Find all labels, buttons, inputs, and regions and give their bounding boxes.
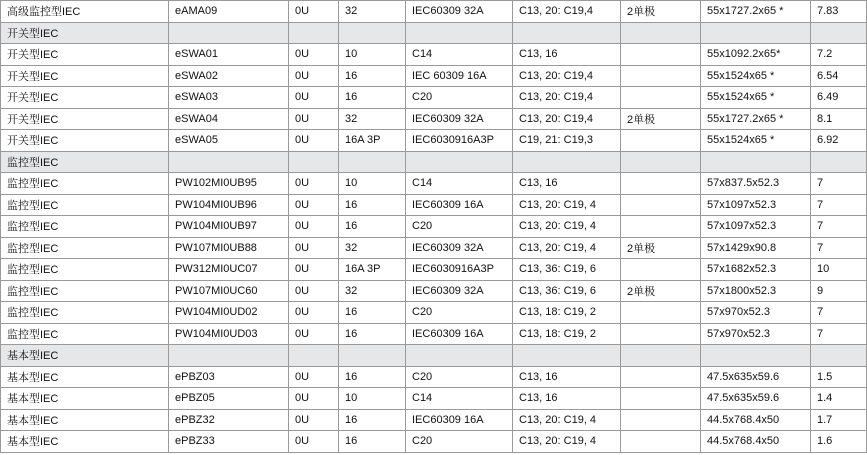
dimensions-cell (701, 22, 811, 44)
outlets-cell: C13, 20: C19,4 (513, 108, 621, 130)
outlets-cell: C13, 16 (513, 44, 621, 66)
outlets-cell: C13, 36: C19, 6 (513, 259, 621, 281)
section-title: 基本型IEC (1, 345, 169, 367)
model-cell: PW104MI0UB97 (169, 216, 289, 238)
model-cell: eSWA04 (169, 108, 289, 130)
current-cell: 10 (339, 388, 406, 410)
input-plug-cell: C20 (406, 216, 513, 238)
section-header-row (1, 151, 867, 173)
model-cell: eAMA09 (169, 1, 289, 23)
outlets-cell: C13, 20: C19, 4 (513, 194, 621, 216)
breaker-cell (621, 65, 701, 87)
weight-cell: 1.5 (811, 366, 867, 388)
input-plug-cell: C14 (406, 173, 513, 195)
category-cell: 监控型IEC (1, 259, 169, 281)
model-cell: PW104MI0UD02 (169, 302, 289, 324)
rack-unit-cell: 0U (289, 44, 339, 66)
current-cell: 16 (339, 409, 406, 431)
rack-unit-cell: 0U (289, 409, 339, 431)
input-plug-cell (406, 345, 513, 367)
outlets-cell (513, 151, 621, 173)
category-cell: 监控型IEC (1, 323, 169, 345)
rack-unit-cell: 0U (289, 108, 339, 130)
model-cell: ePBZ05 (169, 388, 289, 410)
current-cell: 16 (339, 431, 406, 453)
outlets-cell: C13, 20: C19,4 (513, 65, 621, 87)
input-plug-cell: IEC60309 32A (406, 237, 513, 259)
current-cell: 32 (339, 1, 406, 23)
breaker-cell (621, 194, 701, 216)
breaker-cell (621, 388, 701, 410)
rack-unit-cell (289, 345, 339, 367)
dimensions-cell: 44.5x768.4x50 (701, 409, 811, 431)
weight-cell: 6.54 (811, 65, 867, 87)
category-cell: 基本型IEC (1, 409, 169, 431)
rack-unit-cell: 0U (289, 194, 339, 216)
rack-unit-cell: 0U (289, 130, 339, 152)
current-cell: 16 (339, 302, 406, 324)
weight-cell (811, 151, 867, 173)
current-cell (339, 22, 406, 44)
table-row (1, 302, 867, 324)
outlets-cell: C13, 20: C19, 4 (513, 237, 621, 259)
input-plug-cell: IEC60309 32A (406, 1, 513, 23)
category-cell: 开关型IEC (1, 108, 169, 130)
outlets-cell: C13, 18: C19, 2 (513, 302, 621, 324)
weight-cell: 7.83 (811, 1, 867, 23)
dimensions-cell: 55x1524x65 * (701, 65, 811, 87)
category-cell: 监控型IEC (1, 280, 169, 302)
dimensions-cell: 55x1727.2x65 * (701, 108, 811, 130)
model-cell: eSWA03 (169, 87, 289, 109)
current-cell (339, 151, 406, 173)
weight-cell: 1.6 (811, 431, 867, 453)
model-cell: PW312MI0UC07 (169, 259, 289, 281)
table-row (1, 323, 867, 345)
dimensions-cell: 57x970x52.3 (701, 323, 811, 345)
input-plug-cell (406, 22, 513, 44)
breaker-cell (621, 130, 701, 152)
weight-cell: 7 (811, 216, 867, 238)
dimensions-cell: 55x1524x65 * (701, 130, 811, 152)
outlets-cell: C13, 20: C19, 4 (513, 409, 621, 431)
dimensions-cell: 57x837.5x52.3 (701, 173, 811, 195)
current-cell: 10 (339, 44, 406, 66)
outlets-cell: C13, 20: C19,4 (513, 1, 621, 23)
dimensions-cell: 55x1524x65 * (701, 87, 811, 109)
rack-unit-cell: 0U (289, 216, 339, 238)
input-plug-cell: IEC6030916A3P (406, 130, 513, 152)
rack-unit-cell: 0U (289, 237, 339, 259)
current-cell: 16 (339, 216, 406, 238)
dimensions-cell: 57x1800x52.3 (701, 280, 811, 302)
weight-cell: 7 (811, 237, 867, 259)
weight-cell: 10 (811, 259, 867, 281)
input-plug-cell: IEC 60309 16A (406, 65, 513, 87)
dimensions-cell: 57x1097x52.3 (701, 216, 811, 238)
category-cell: 监控型IEC (1, 302, 169, 324)
outlets-cell: C13, 16 (513, 388, 621, 410)
category-cell: 高级监控型IEC (1, 1, 169, 23)
category-cell: 开关型IEC (1, 65, 169, 87)
input-plug-cell: IEC6030916A3P (406, 259, 513, 281)
rack-unit-cell: 0U (289, 431, 339, 453)
input-plug-cell: IEC60309 16A (406, 409, 513, 431)
table-row (1, 87, 867, 109)
input-plug-cell: IEC60309 32A (406, 280, 513, 302)
breaker-cell (621, 366, 701, 388)
outlets-cell: C13, 16 (513, 366, 621, 388)
weight-cell: 1.4 (811, 388, 867, 410)
current-cell (339, 345, 406, 367)
model-cell: eSWA05 (169, 130, 289, 152)
rack-unit-cell (289, 22, 339, 44)
category-cell: 监控型IEC (1, 237, 169, 259)
rack-unit-cell: 0U (289, 1, 339, 23)
dimensions-cell (701, 345, 811, 367)
breaker-cell: 2单极 (621, 237, 701, 259)
input-plug-cell: IEC60309 16A (406, 323, 513, 345)
current-cell: 16A 3P (339, 259, 406, 281)
table-row (1, 173, 867, 195)
dimensions-cell: 57x1429x90.8 (701, 237, 811, 259)
breaker-cell (621, 216, 701, 238)
rack-unit-cell: 0U (289, 366, 339, 388)
outlets-cell (513, 345, 621, 367)
table-row (1, 216, 867, 238)
input-plug-cell: C20 (406, 87, 513, 109)
category-cell: 监控型IEC (1, 216, 169, 238)
dimensions-cell: 57x1682x52.3 (701, 259, 811, 281)
category-cell: 开关型IEC (1, 130, 169, 152)
rack-unit-cell: 0U (289, 65, 339, 87)
category-cell: 开关型IEC (1, 87, 169, 109)
model-cell (169, 151, 289, 173)
current-cell: 10 (339, 173, 406, 195)
breaker-cell (621, 323, 701, 345)
weight-cell: 9 (811, 280, 867, 302)
breaker-cell (621, 44, 701, 66)
input-plug-cell: C14 (406, 388, 513, 410)
outlets-cell (513, 22, 621, 44)
model-cell: PW107MI0UB88 (169, 237, 289, 259)
model-cell: eSWA01 (169, 44, 289, 66)
dimensions-cell: 47.5x635x59.6 (701, 388, 811, 410)
weight-cell: 6.49 (811, 87, 867, 109)
table-row (1, 130, 867, 152)
section-title: 开关型IEC (1, 22, 169, 44)
input-plug-cell: C20 (406, 431, 513, 453)
weight-cell: 7 (811, 323, 867, 345)
rack-unit-cell (289, 151, 339, 173)
table-row (1, 366, 867, 388)
breaker-cell (621, 151, 701, 173)
section-header-row (1, 345, 867, 367)
table-row (1, 65, 867, 87)
section-title: 监控型IEC (1, 151, 169, 173)
outlets-cell: C13, 36: C19, 6 (513, 280, 621, 302)
dimensions-cell: 44.5x768.4x50 (701, 431, 811, 453)
table-row (1, 194, 867, 216)
weight-cell: 1.7 (811, 409, 867, 431)
breaker-cell (621, 22, 701, 44)
current-cell: 32 (339, 280, 406, 302)
table-row (1, 280, 867, 302)
rack-unit-cell: 0U (289, 280, 339, 302)
weight-cell: 7.2 (811, 44, 867, 66)
weight-cell: 6.92 (811, 130, 867, 152)
model-cell: PW104MI0UB96 (169, 194, 289, 216)
input-plug-cell: C14 (406, 44, 513, 66)
model-cell: PW104MI0UD03 (169, 323, 289, 345)
breaker-cell (621, 259, 701, 281)
breaker-cell: 2单极 (621, 280, 701, 302)
model-cell: ePBZ03 (169, 366, 289, 388)
input-plug-cell: IEC60309 32A (406, 108, 513, 130)
table-row (1, 1, 867, 23)
model-cell: ePBZ33 (169, 431, 289, 453)
outlets-cell: C19, 21: C19,3 (513, 130, 621, 152)
weight-cell: 7 (811, 173, 867, 195)
breaker-cell (621, 87, 701, 109)
dimensions-cell: 57x1097x52.3 (701, 194, 811, 216)
dimensions-cell: 55x1092.2x65* (701, 44, 811, 66)
model-cell: eSWA02 (169, 65, 289, 87)
current-cell: 32 (339, 237, 406, 259)
section-header-row (1, 22, 867, 44)
weight-cell (811, 345, 867, 367)
input-plug-cell (406, 151, 513, 173)
table-row (1, 431, 867, 453)
current-cell: 32 (339, 108, 406, 130)
model-cell (169, 345, 289, 367)
outlets-cell: C13, 20: C19, 4 (513, 216, 621, 238)
current-cell: 16 (339, 87, 406, 109)
dimensions-cell (701, 151, 811, 173)
rack-unit-cell: 0U (289, 259, 339, 281)
breaker-cell (621, 173, 701, 195)
model-cell: PW102MI0UB95 (169, 173, 289, 195)
table-row (1, 259, 867, 281)
table-row (1, 108, 867, 130)
table-row (1, 44, 867, 66)
input-plug-cell: C20 (406, 302, 513, 324)
weight-cell: 8.1 (811, 108, 867, 130)
breaker-cell (621, 409, 701, 431)
dimensions-cell: 57x970x52.3 (701, 302, 811, 324)
category-cell: 基本型IEC (1, 366, 169, 388)
model-cell: PW107MI0UC60 (169, 280, 289, 302)
current-cell: 16A 3P (339, 130, 406, 152)
breaker-cell (621, 302, 701, 324)
breaker-cell: 2单极 (621, 108, 701, 130)
rack-unit-cell: 0U (289, 302, 339, 324)
table-row (1, 409, 867, 431)
category-cell: 基本型IEC (1, 431, 169, 453)
current-cell: 16 (339, 65, 406, 87)
outlets-cell: C13, 18: C19, 2 (513, 323, 621, 345)
dimensions-cell: 47.5x635x59.6 (701, 366, 811, 388)
breaker-cell (621, 345, 701, 367)
model-cell: ePBZ32 (169, 409, 289, 431)
breaker-cell: 2单极 (621, 1, 701, 23)
table-row (1, 388, 867, 410)
breaker-cell (621, 431, 701, 453)
dimensions-cell: 55x1727.2x65 * (701, 1, 811, 23)
model-cell (169, 22, 289, 44)
category-cell: 监控型IEC (1, 173, 169, 195)
outlets-cell: C13, 20: C19, 4 (513, 431, 621, 453)
category-cell: 基本型IEC (1, 388, 169, 410)
current-cell: 16 (339, 323, 406, 345)
weight-cell: 7 (811, 194, 867, 216)
rack-unit-cell: 0U (289, 173, 339, 195)
outlets-cell: C13, 20: C19,4 (513, 87, 621, 109)
rack-unit-cell: 0U (289, 87, 339, 109)
weight-cell (811, 22, 867, 44)
current-cell: 16 (339, 194, 406, 216)
table-row (1, 237, 867, 259)
rack-unit-cell: 0U (289, 323, 339, 345)
outlets-cell: C13, 16 (513, 173, 621, 195)
category-cell: 监控型IEC (1, 194, 169, 216)
weight-cell: 7 (811, 302, 867, 324)
category-cell: 开关型IEC (1, 44, 169, 66)
input-plug-cell: IEC60309 16A (406, 194, 513, 216)
rack-unit-cell: 0U (289, 388, 339, 410)
input-plug-cell: C20 (406, 366, 513, 388)
current-cell: 16 (339, 366, 406, 388)
